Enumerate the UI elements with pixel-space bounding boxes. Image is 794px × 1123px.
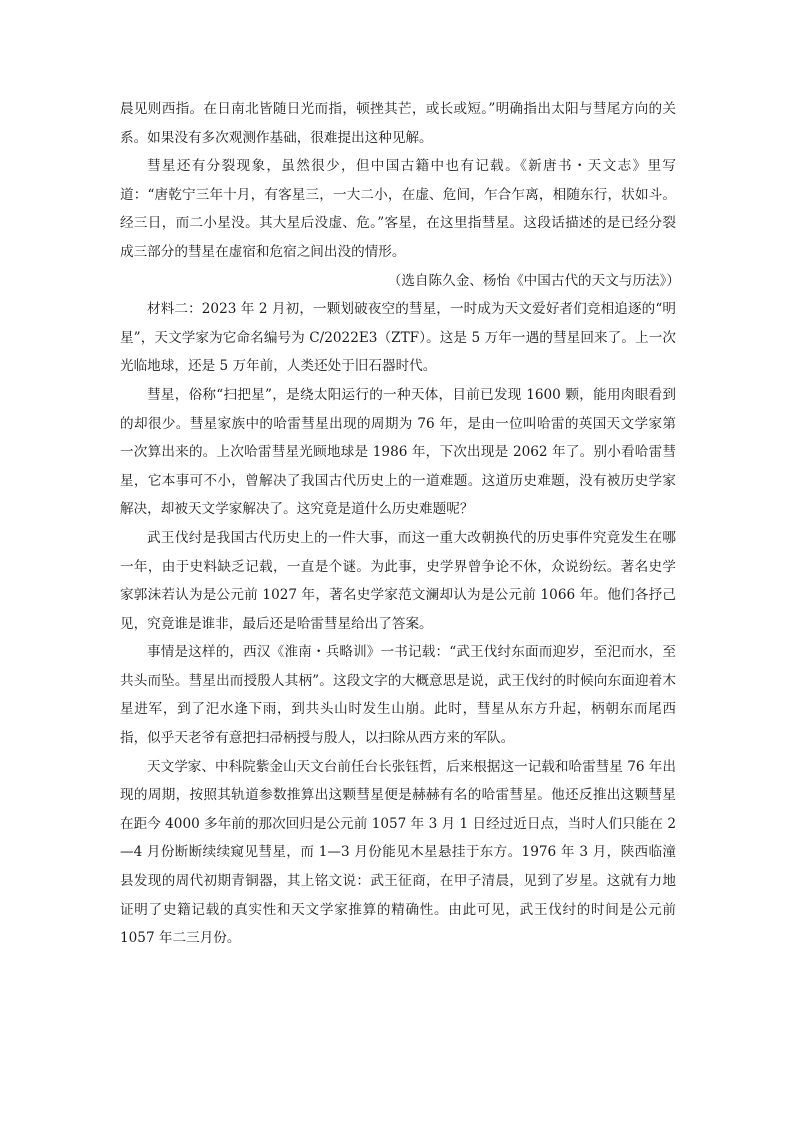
document-body: [120, 95, 680, 953]
paragraph-zhang-yuzhe-calculation: 天文学家、中科院紫金山天文台前任台长张钰哲，后来根据这一记载和哈雷彗星 76 年出现的周期，按照其轨道参数推算出这颗彗星便是赫赫有名的哈雷彗星。他还反推出这颗彗星在距今 4000 多年前的那次回归是公元前 1057 年 3 月 1 日经过近日点，当时人们只能在 2—4 月份断断续续窥见彗星，而 1—3 月份能见木星悬挂于东方。1976 年 3 月，陕西临潼县发现的周代初期青铜器，其上铭文说：武王征商，在甲子清晨，见到了岁星。这就有力地证明了史籍记载的真实性和天文学家推算的精确性。由此可见，武王伐纣的时间是公元前 1057 年二三月份。: [120, 758, 676, 947]
paragraph-comet-splitting: 彗星还有分裂现象，虽然很少，但中国古籍中也有记载。《新唐书・天文志》里写道：“唐乾宁三年十月，有客星三，一大二小，在虚、危间，乍合乍离，相随东行，状如斗。经三日，而二小星没。其大星后没虚、危。”客星，在这里指彗星。这段话描述的是已经分裂成三部分的彗星在虚宿和危宿之间出没的情形。: [120, 158, 676, 260]
paragraph-comet-tail-direction: 晨见则西指。在日南北皆随日光而指，顿挫其芒，或长或短。”明确指出太阳与彗尾方向的关系。如果没有多次观测作基础，很难提出这种见解。: [120, 101, 676, 146]
paragraph-king-wu-campaign: 武王伐纣是我国古代历史上的一件大事，而这一重大改朝换代的历史事件究竟发生在哪一年，由于史料缺乏记载，一直是个谜。为此事，史学界曾争论不休，众说纷纭。著名史学家郭沫若认为是公元前 1027 年，著名史学家范文澜却认为是公元前 1066 年。他们各抒己见，究竟谁是谁非，最后还是哈雷彗星给出了答案。: [120, 529, 676, 632]
paragraph-huainan-record: 事情是这样的，西汉《淮南・兵略训》一书记载：“武王伐纣东面而迎岁，至汜而水，至共头而坠。彗星出而授殷人其柄”。这段文字的大概意思是说，武王伐纣的时候向东面迎着木星进军，到了汜水逢下雨，到共头山时发生山崩。此时，彗星从东方升起，柄朝东而尾西指，似乎天老爷有意把扫帚柄授与殷人，以扫除从西方来的军队。: [120, 644, 676, 747]
paragraph-material-two-intro: 材料二：2023 年 2 月初，一颗划破夜空的彗星，一时成为天文爱好者们竞相追逐的“明星”，天文学家为它命名编号为 C/2022E3（ZTF）。这是 5 万年一遇的彗星回来了。上一次光临地球，还是 5 万年前，人类还处于旧石器时代。: [120, 301, 676, 375]
paragraph-halley-comet: 彗星，俗称“扫把星”，是绕太阳运行的一种天体，目前已发现 1600 颗，能用肉眼看到的却很少。彗星家族中的哈雷彗星出现的周期为 76 年，是由一位叫哈雷的英国天文学家第一次算出来的。上次哈雷彗星光顾地球是 1986 年，下次出现是 2062 年了。别小看哈雷彗星，它本事可不小，曾解决了我国古代历史上的一道难题。这道历史难题，没有被历史学家解决，却被天文学家解决了。这究竟是道什么历史难题呢？: [120, 386, 676, 518]
source-citation: （选自陈久金、杨怡《中国古代的天文与历法》）: [387, 272, 680, 289]
